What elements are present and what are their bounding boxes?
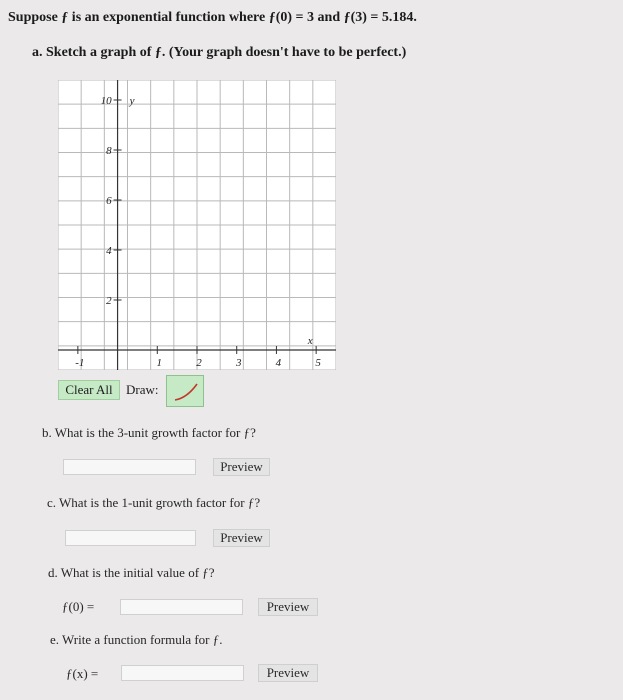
part-a-prompt: a. Sketch a graph of ƒ. (Your graph doesn't have to be perfect.) xyxy=(32,45,407,60)
part-e-prefix: ƒ(x) = xyxy=(66,666,99,681)
part-c-preview-button[interactable]: Preview xyxy=(213,529,270,547)
y-tick-label: 2 xyxy=(106,295,112,307)
x-tick-label: 1 xyxy=(156,357,163,369)
part-d-prefix: ƒ(0) = xyxy=(62,599,95,614)
part-b-question: b. What is the 3-unit growth factor for ƒ? xyxy=(42,425,256,440)
part-e-preview-button[interactable]: Preview xyxy=(258,664,318,682)
y-axis-label: y xyxy=(129,95,135,107)
part-c-question: c. What is the 1-unit growth factor for ƒ? xyxy=(47,495,261,510)
problem-intro: Suppose ƒ is an exponential function where ƒ(0) = 3 and ƒ(3) = 5.184. xyxy=(8,10,417,25)
part-d-preview-button[interactable]: Preview xyxy=(258,598,318,616)
curve-draw-icon xyxy=(167,376,205,408)
x-tick-label: 2 xyxy=(196,357,202,369)
part-d-question: d. What is the initial value of ƒ? xyxy=(48,565,215,580)
x-tick-label: -1 xyxy=(75,357,85,369)
part-b-preview-button[interactable]: Preview xyxy=(213,458,270,476)
x-tick-label: 3 xyxy=(235,357,242,369)
curve-draw-button[interactable] xyxy=(166,375,204,407)
part-e-question: e. Write a function formula for ƒ. xyxy=(50,632,223,647)
graph-grid xyxy=(58,80,336,370)
y-tick-label: 10 xyxy=(100,95,112,107)
part-d-answer-input[interactable] xyxy=(120,599,243,615)
graph-svg[interactable] xyxy=(58,80,336,370)
x-tick-label: 5 xyxy=(315,357,321,369)
graph-canvas[interactable] xyxy=(58,80,336,370)
y-tick-label: 6 xyxy=(106,195,112,207)
x-axis-label: x xyxy=(307,335,313,347)
y-tick-label: 8 xyxy=(106,145,112,157)
y-tick-label: 4 xyxy=(106,245,112,257)
clear-all-button[interactable]: Clear All xyxy=(58,380,120,400)
draw-label: Draw: xyxy=(126,382,159,397)
x-tick-label: 4 xyxy=(275,357,282,369)
part-c-answer-input[interactable] xyxy=(65,530,196,546)
part-e-answer-input[interactable] xyxy=(121,665,244,681)
part-b-answer-input[interactable] xyxy=(63,459,196,475)
graph-ticks xyxy=(75,95,321,369)
